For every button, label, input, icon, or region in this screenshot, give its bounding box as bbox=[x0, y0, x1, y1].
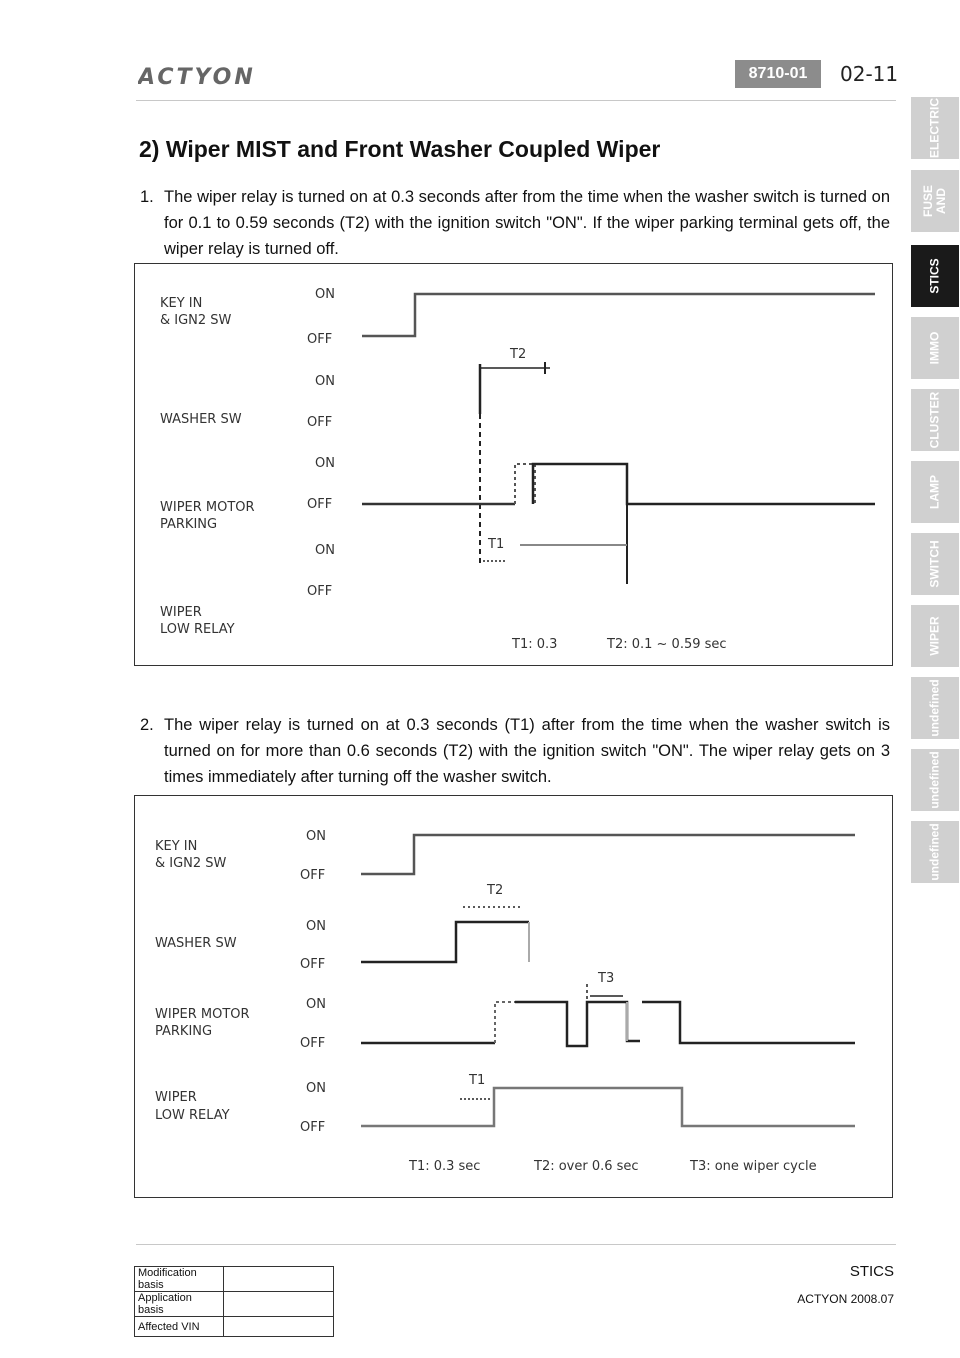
d1-label-key-1: KEY IN bbox=[160, 296, 203, 311]
d2-wave-washer bbox=[361, 922, 529, 962]
timing-diagram-1-svg bbox=[135, 264, 892, 665]
d2-legend-t2: T2: over 0.6 sec bbox=[534, 1159, 639, 1174]
table-value bbox=[224, 1292, 334, 1317]
timing-diagram-2-svg bbox=[135, 796, 892, 1197]
paragraph-2 bbox=[140, 712, 890, 790]
d2-wave-parking-dash bbox=[495, 1002, 515, 1043]
side-tab-label: FUSE AND bbox=[921, 185, 948, 218]
d1-label-parking-2: PARKING bbox=[160, 517, 218, 532]
d2-off-2: OFF bbox=[300, 957, 326, 972]
d1-t1-label: T1 bbox=[488, 537, 505, 552]
d1-label-relay-2: LOW RELAY bbox=[160, 622, 235, 637]
side-tab-electric[interactable] bbox=[911, 97, 959, 159]
d2-label-washer: WASHER SW bbox=[155, 936, 237, 951]
table-value bbox=[224, 1267, 334, 1292]
paragraph-2-text: The wiper relay is turned on at 0.3 seconds (T1) after from the time when the washer switch is turned on for more than 0.6 seconds (T2) with the ignition switch "ON". The wiper relay gets on 3 times immediately after turning off the washer switch. bbox=[164, 716, 890, 786]
side-tab-stics[interactable] bbox=[911, 245, 959, 307]
d2-off-4: OFF bbox=[300, 1120, 326, 1135]
side-tab-label: undefined bbox=[927, 823, 942, 881]
table-row bbox=[135, 1292, 334, 1317]
paragraph-1-number: 1. bbox=[140, 188, 154, 206]
d2-on-1: ON bbox=[306, 829, 326, 844]
side-tab-cluster[interactable] bbox=[911, 389, 959, 451]
d1-t2-label: T2 bbox=[510, 347, 527, 362]
table-value bbox=[224, 1317, 334, 1337]
d2-label-parking-1: WIPER MOTOR bbox=[155, 1007, 250, 1022]
table-row bbox=[135, 1267, 334, 1292]
d1-on-3: ON bbox=[315, 456, 335, 471]
table-key: Modification basis bbox=[135, 1267, 224, 1292]
side-tab-label: SWITCH bbox=[927, 540, 942, 588]
page-number: 02-11 bbox=[840, 62, 899, 86]
d1-legend-t2: T2: 0.1 ~ 0.59 sec bbox=[607, 637, 727, 652]
side-tab-label: undefined bbox=[927, 751, 942, 809]
header-rule bbox=[136, 100, 896, 101]
timing-diagram-2 bbox=[134, 795, 893, 1198]
d1-off-4: OFF bbox=[307, 584, 333, 599]
side-tab-label: undefined bbox=[927, 679, 942, 737]
side-tab-lamp[interactable] bbox=[911, 461, 959, 523]
side-tab-wiper[interactable] bbox=[911, 605, 959, 667]
d2-wave-key bbox=[361, 835, 855, 874]
paragraph-1 bbox=[140, 184, 890, 262]
d1-label-key-2: & IGN2 SW bbox=[160, 313, 232, 328]
d1-label-washer: WASHER SW bbox=[160, 412, 242, 427]
section-heading: 2) Wiper MIST and Front Washer Coupled Wiper bbox=[139, 136, 661, 162]
d2-t2-label: T2 bbox=[487, 883, 504, 898]
d2-on-2: ON bbox=[306, 919, 326, 934]
actyon-logo bbox=[138, 60, 298, 90]
side-tab-immo[interactable] bbox=[911, 317, 959, 379]
footer-model: ACTYON 2008.07 bbox=[797, 1292, 894, 1306]
d2-wave-parking bbox=[515, 1002, 640, 1046]
logo-text: ACTYON bbox=[138, 65, 256, 90]
table-key: Affected VIN bbox=[135, 1317, 224, 1337]
d1-wave-parking bbox=[533, 464, 875, 504]
d2-legend-t3: T3: one wiper cycle bbox=[690, 1159, 817, 1174]
side-tab-label: CLUSTER bbox=[927, 391, 942, 449]
d1-label-parking-1: WIPER MOTOR bbox=[160, 500, 255, 515]
d1-wave-key bbox=[362, 294, 875, 336]
d2-legend-t1: T1: 0.3 sec bbox=[409, 1159, 481, 1174]
modification-table bbox=[134, 1266, 334, 1337]
d2-off-3: OFF bbox=[300, 1036, 326, 1051]
d2-off-1: OFF bbox=[300, 868, 326, 883]
table-key: Application basis bbox=[135, 1292, 224, 1317]
side-tab-undefined-2[interactable] bbox=[911, 749, 959, 811]
d2-t1-label: T1 bbox=[469, 1073, 486, 1088]
table-row bbox=[135, 1317, 334, 1337]
d2-t3-label: T3 bbox=[598, 971, 615, 986]
side-tab-label: IMMO bbox=[927, 331, 942, 365]
d1-off-3: OFF bbox=[307, 497, 333, 512]
side-tab-label: LAMP bbox=[927, 475, 942, 509]
side-tab-label: WIPER bbox=[927, 616, 942, 656]
section-code-badge: 8710-01 bbox=[735, 60, 821, 88]
footer-section-name: STICS bbox=[849, 1263, 894, 1280]
d1-off-1: OFF bbox=[307, 332, 333, 347]
d1-on-2: ON bbox=[315, 374, 335, 389]
d1-legend-t1: T1: 0.3 bbox=[512, 637, 558, 652]
side-tab-label: ELECTRIC bbox=[927, 98, 942, 158]
d1-label-relay-1: WIPER bbox=[160, 605, 202, 620]
side-tab-undefined-1[interactable] bbox=[911, 677, 959, 739]
side-tab-switch[interactable] bbox=[911, 533, 959, 595]
d2-label-relay-2: LOW RELAY bbox=[155, 1108, 230, 1123]
d2-wave-relay bbox=[361, 1088, 855, 1126]
paragraph-2-number: 2. bbox=[140, 716, 154, 734]
d1-on-1: ON bbox=[315, 287, 335, 302]
d2-on-3: ON bbox=[306, 997, 326, 1012]
d2-label-key-2: & IGN2 SW bbox=[155, 856, 227, 871]
d2-label-parking-2: PARKING bbox=[155, 1024, 213, 1039]
paragraph-1-text: The wiper relay is turned on at 0.3 seconds after from the time when the washer switch is turned on for 0.1 to 0.59 seconds (T2) with the ignition switch "ON". If the wiper parking terminal gets off, the wiper relay is turned off. bbox=[164, 188, 890, 258]
d1-on-4: ON bbox=[315, 543, 335, 558]
timing-diagram-1 bbox=[134, 263, 893, 666]
d2-label-key-1: KEY IN bbox=[155, 839, 198, 854]
footer-rule bbox=[136, 1244, 896, 1245]
side-tab-undefined-3[interactable] bbox=[911, 821, 959, 883]
d2-on-4: ON bbox=[306, 1081, 326, 1096]
d1-off-2: OFF bbox=[307, 415, 333, 430]
d2-label-relay-1: WIPER bbox=[155, 1090, 197, 1105]
side-tab-fuse[interactable] bbox=[911, 170, 959, 232]
side-tab-label: STICS bbox=[927, 258, 942, 294]
